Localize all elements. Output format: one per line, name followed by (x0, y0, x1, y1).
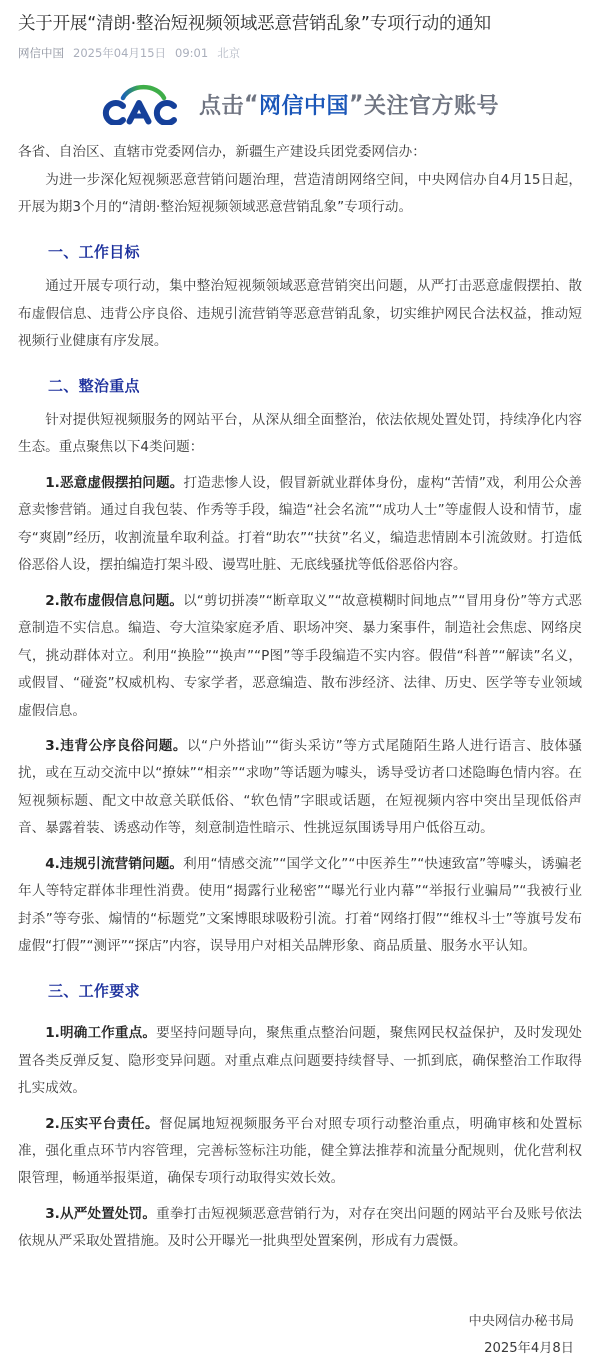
item-title: 违背公序良俗问题。 (59, 738, 187, 755)
banner-quote-open: “ (244, 91, 259, 117)
item-text: 打造悲惨人设，假冒新就业群体身份，虚构“苦情”戏，利用公众善意卖惨营销。通过自我包装、作秀等手段，编造“社会名流”“成功人士”等虚假人设和情节，虚夸“爽剧”经历，收割流量牟取利益。打着“助农”“扶贫”名义，编造悲情剧本引流敛财。打造低俗恶俗人设，摆拍编造打架斗殴、谩骂吐脏、无底线骚扰等低俗恶俗内容。 (18, 474, 583, 574)
sections-container (18, 241, 582, 1256)
item-text: 以“户外搭讪”“街头采访”等方式尾随陌生路人进行语言、肢体骚扰，或在互动交流中以“撩妹”“相亲”“求吻”等话题为噱头，诱导受访者口述隐晦色情内容。在短视频标题、配文中故意关联低俗、“软色情”字眼或话题，在短视频内容中突出呈现低俗声音、暴露着装、诱惑动作等，刻意制造性暗示、性挑逗氛围诱导用户低俗互动。 (18, 738, 583, 837)
item-title: 压实平台责任。 (59, 1115, 160, 1132)
banner-quote-close: ” (349, 91, 364, 117)
intro-paragraph: 为进一步深化短视频恶意营销问题治理，营造清朗网络空间，中央网信办自4月15日起，开展为期3个月的“清朗·整治短视频领域恶意营销乱象”专项行动。 (18, 171, 582, 216)
item-title: 从严处置处罚。 (59, 1205, 157, 1222)
item-number: 2. (45, 592, 60, 609)
item-number: 3. (45, 1205, 60, 1222)
signing-date: 2025年4月8日 (484, 1341, 574, 1357)
spacer (18, 843, 582, 851)
spacer (18, 725, 582, 733)
banner-text-before: 点击 (199, 93, 245, 119)
item-number: 2. (45, 1115, 60, 1132)
item-text: 督促属地短视频服务平台对照专项行动整治重点，明确审核和处置标准，强化重点环节内容管理，完善标签标注功能，健全算法推荐和流量分配规则，优化营利权限管理，畅通举报渠道，确保专项行动取得实效长效。 (18, 1115, 582, 1187)
spacer (18, 1193, 582, 1201)
signature-block (18, 1308, 582, 1363)
banner-text (199, 89, 499, 120)
spacer (18, 462, 582, 470)
item-text: 要坚持问题导向，聚焦重点整治问题，聚焦网民权益保护，及时发现处置各类反弹反复、隐形变异问题。对重点难点问题要持续督导、一抓到底，确保整治工作取得扎实成效。 (18, 1025, 583, 1097)
signing-organization: 中央网信办秘书局 (468, 1313, 574, 1329)
numbered-item (18, 1020, 582, 1102)
byline-date: 2025年04月15日 (73, 46, 167, 61)
item-title: 散布虚假信息问题。 (59, 592, 184, 609)
byline-time: 09:01 (175, 46, 209, 61)
item-number: 3. (45, 738, 60, 755)
item-title: 明确工作重点。 (59, 1025, 157, 1042)
numbered-item (18, 733, 582, 843)
spacer (18, 1103, 582, 1111)
numbered-item (18, 1111, 582, 1193)
document-page (0, 12, 600, 1363)
section-heading: 三、工作要求 (48, 981, 140, 1000)
follow-account-banner[interactable] (18, 75, 582, 133)
numbered-item (18, 470, 582, 580)
banner-highlight: 网信中国 (258, 93, 349, 119)
page-title: 关于开展“清朗·整治短视频领域恶意营销乱象”专项行动的通知 (18, 14, 491, 34)
banner-text-after: 关注官方账号 (363, 93, 499, 119)
section-heading: 一、工作目标 (48, 242, 140, 261)
cac-logo-icon (101, 83, 185, 125)
byline-source: 网信中国 (18, 46, 64, 61)
numbered-item (18, 851, 582, 961)
byline-location: 北京 (217, 46, 241, 61)
item-text: 以“剪切拼凑”“断章取义”“故意模糊时间地点”“冒用身份”等方式恶意制造不实信息。编造、夸大渲染家庭矛盾、职场冲突、暴力案事件，制造社会焦虑、网络戾气，挑动群体对立。利用“换脸”“换声”“P图”等手段编造不实内容。假借“科普”“解读”名义，或假冒、“碰瓷”权威机构、专家学者，恶意编造、散布涉经济、法律、历史、医学等专业领域虚假信息。 (18, 592, 582, 719)
numbered-item (18, 1201, 582, 1256)
spacer (18, 580, 582, 588)
addressee-line: 各省、自治区、直辖市党委网信办，新疆生产建设兵团党委网信办： (18, 144, 426, 161)
item-number: 4. (45, 855, 60, 872)
numbered-item (18, 588, 582, 725)
item-number: 1. (45, 474, 60, 491)
section-paragraph: 针对提供短视频服务的网站平台，从深从细全面整治，依法依规处置处罚，持续净化内容生态。重点聚焦以下4类问题： (18, 412, 582, 456)
item-number: 1. (45, 1025, 60, 1042)
item-title: 违规引流营销问题。 (59, 855, 184, 872)
spacer (18, 1012, 582, 1020)
item-text: 利用“情感交流”“国学文化”“中医养生”“快速致富”等噱头，诱骗老年人等特定群体非理性消费。使用“揭露行业秘密”“曝光行业内幕”“举报行业骗局”“我被行业封杀”等夸张、煽情的“标题党”文案博眼球吸粉引流。打着“网络打假”“维权斗士”等旗号发布虚假“打假”“测评”“探店”内容，误导用户对相关品牌形象、商品质量、服务水平认知。 (18, 855, 582, 955)
item-title: 恶意虚假摆拍问题。 (59, 474, 184, 491)
item-text: 重拳打击短视频恶意营销行为，对存在突出问题的网站平台及账号依法依规从严采取处置措施。及时公开曝光一批典型处置案例，形成有力震慑。 (18, 1205, 583, 1250)
section-paragraph: 通过开展专项行动，集中整治短视频领域恶意营销突出问题，从严打击恶意虚假摆拍、散布虚假信息、违背公序良俗、违规引流营销等恶意营销乱象，切实维护网民合法权益，推动短视频行业健康有序发展。 (18, 278, 582, 350)
section-heading: 二、整治重点 (48, 376, 140, 395)
byline (18, 46, 582, 61)
